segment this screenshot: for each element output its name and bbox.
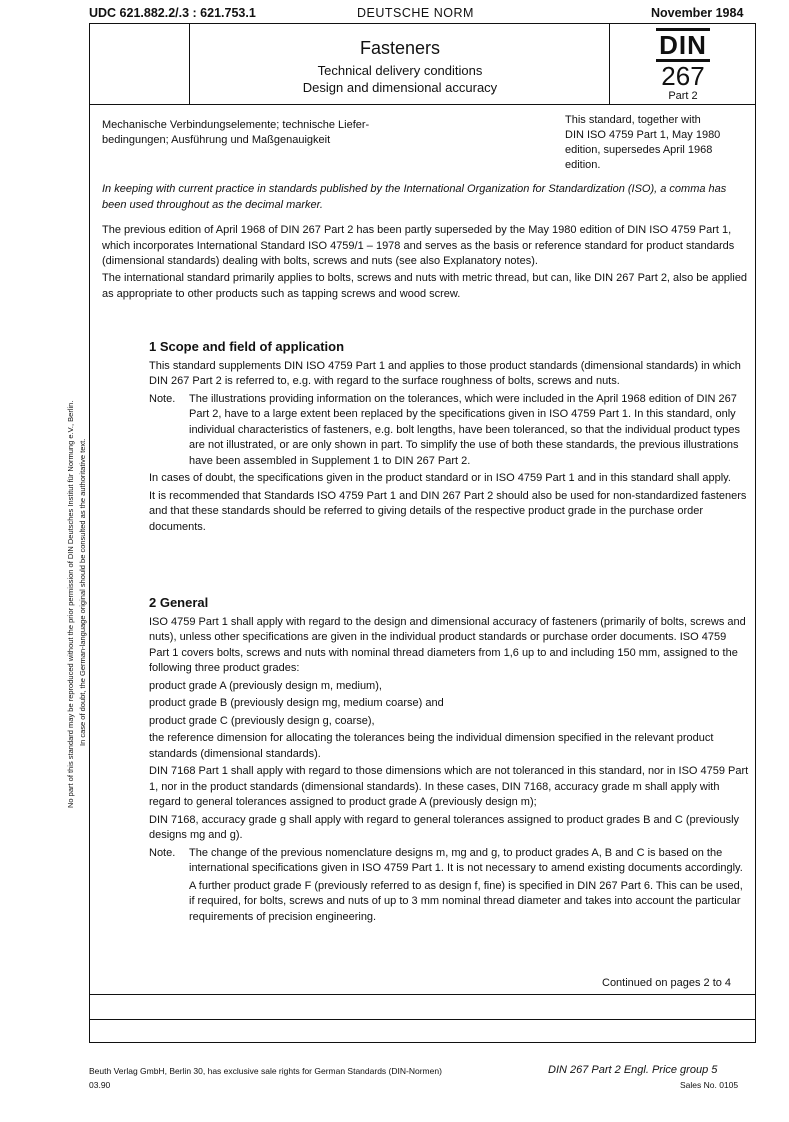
german-title-line-1: Mechanische Verbindungselemente; technische Liefer- (102, 119, 370, 131)
din-number: 267 (661, 61, 705, 91)
copyright-side-note-1: No part of this standard may be reproduced without the prior permission of DIN Deutsches Institut für Normung e.V., Berlin. (66, 400, 75, 808)
continued-note: Continued on pages 2 to 4 (602, 977, 732, 989)
section-2-paragraph-2: the reference dimension for allocating the tolerances being the individual dimension specified in the relevant product standards (dimensional standards). (149, 732, 714, 760)
document-subtitle-2: Design and dimensional accuracy (302, 80, 498, 95)
intro-paragraph-2: The international standard primarily applies to bolts, screws and nuts with metric thread, but can, like DIN 267 Part 2, also be applied as appropriate to other products such as tapping screws and wood screw. (102, 272, 748, 300)
supersedes-line-1: This standard, together with (565, 114, 701, 126)
section-1-paragraph-2: In cases of doubt, the specifications given in the product standard or in ISO 4759 Part 1 and in this standard shall apply. (149, 472, 731, 484)
section-2-paragraph-3: DIN 7168 Part 1 shall apply with regard to those dimensions which are not toleranced in this standard, nor in ISO 4759 Part 1, nor in the product standards (dimensional standards). In these cases, DIN 7168, accuracy grade m shall apply with regard to general tolerances assigned to product grade A (previously design m); (149, 765, 749, 808)
sales-number: Sales No. 0105 (680, 1080, 739, 1090)
supersedes-line-2: DIN ISO 4759 Part 1, May 1980 (565, 129, 721, 141)
publication-date: November 1984 (651, 6, 744, 20)
intro-paragraph-1: The previous edition of April 1968 of DIN 267 Part 2 has been partly superseded by the May 1980 edition of DIN ISO 4759 Part 1, which incorporates International Standard ISO 4759/1 – 1978 and serves as the basis or reference standard for product standards (dimensional standards) dealing with bolts, screws and nuts (see also Explanatory notes). (102, 224, 735, 267)
product-grade-b: product grade B (previously design mg, medium coarse) and (149, 697, 444, 709)
section-1-note-text: The illustrations providing information on the tolerances, which were included in the April 1968 edition of DIN 267 Part 2, have to a large extent been replaced by the specifications given in ISO 4759 Part 1. In this standard, only individual characteristics of fasteners, e.g. bolt lengths, have been toleranced, so that the individual product types are not illustrated, or are only shown in part. To simplify the use of both these standards, the previous illustrations have been assembled in Supplement 1 to DIN 267 Part 2. (189, 392, 740, 467)
document-subtitle-1: Technical delivery conditions (317, 63, 483, 78)
section-scope (149, 339, 749, 537)
german-title (102, 118, 369, 148)
section-2-note-text-1: The change of the previous nomenclature designs m, mg and g, to product grades A, B and C is based on the international specifications given in ISO 4759 Part 1. It is not necessary to amend existing documents accordingly. (189, 846, 743, 874)
title-bottom-rule (90, 104, 755, 105)
section-2-paragraph-1: ISO 4759 Part 1 shall apply with regard to the design and dimensional accuracy of fasteners (primarily of bolts, screws and nuts), unless other specifications are given in the individual product standards or purchase order documents. ISO 4759 Part 1 covers bolts, screws and nuts with nominal thread diameters from 1,6 up to and including 150 mm, assigned to the following three product grades: (149, 615, 746, 674)
section-2-title: 2 General (149, 595, 209, 610)
product-grade-c: product grade C (previously design g, coarse), (149, 714, 375, 727)
footer-lower-rule (90, 1019, 755, 1020)
footer-upper-rule (90, 994, 755, 995)
din-part: Part 2 (668, 90, 698, 102)
supersedes-line-3: edition, supersedes April 1968 (565, 144, 713, 156)
udc-number: UDC 621.882.2/.3 : 621.753.1 (89, 6, 256, 20)
section-general (149, 595, 749, 927)
supersedes-line-4: edition. (565, 159, 601, 171)
section-1-title: 1 Scope and field of application (149, 339, 345, 354)
section-1-paragraph-1: This standard supplements DIN ISO 4759 Part 1 and applies to those product standards (dimensional standards) in which DIN 267 Part 2 is referred to, e.g. with regard to the surface roughness of bolts, screws and nuts. (149, 359, 741, 387)
section-2-note-text-2: A further product grade F (previously referred to as design f, fine) is specified in DIN 267 Part 6. This can be used, if required, for bolts, screws and nuts of up to 3 mm nominal thread diameter and takes into account the particular requirements of precision engineering. (189, 879, 743, 923)
section-2-paragraph-4: DIN 7168, accuracy grade g shall apply with regard to general tolerances assigned to product grades B and C (previously designs mg and g). (149, 813, 740, 841)
product-grade-a: product grade A (previously design m, medium), (149, 679, 382, 692)
footer-reference: DIN 267 Part 2 Engl. Price group 5 (548, 1064, 718, 1076)
german-title-line-2: bedingungen; Ausführung und Maßgenauigkeit (102, 134, 331, 146)
document-title: Fasteners (359, 38, 441, 58)
publisher-note: Beuth Verlag GmbH, Berlin 30, has exclusive sale rights for German Standards (DIN-Normen) (89, 1066, 442, 1076)
section-1-paragraph-3: It is recommended that Standards ISO 4759 Part 1 and DIN 267 Part 2 should also be used for non-standardized fasteners and that these standards should be referred to giving details of the respective product grade in the purchase order documents. (149, 489, 747, 533)
copyright-side-note-2: In case of doubt, the German-language original should be consulted as the authoritative text. (78, 438, 87, 746)
decimal-marker-note: In keeping with current practice in standards published by the International Organization for Standardization (ISO), a comma has been used throughout as the decimal marker. (102, 183, 727, 211)
standard-type: DEUTSCHE NORM (357, 6, 474, 20)
section-1-note-label: Note. (149, 392, 176, 405)
document-code: 03.90 (89, 1080, 111, 1090)
din-number-box (610, 28, 756, 102)
section-2-note-label: Note. (149, 846, 176, 859)
section-1-note (149, 392, 749, 470)
section-2-note (149, 846, 749, 926)
supersedes-note (565, 113, 720, 173)
din-logo: DIN (656, 28, 710, 62)
